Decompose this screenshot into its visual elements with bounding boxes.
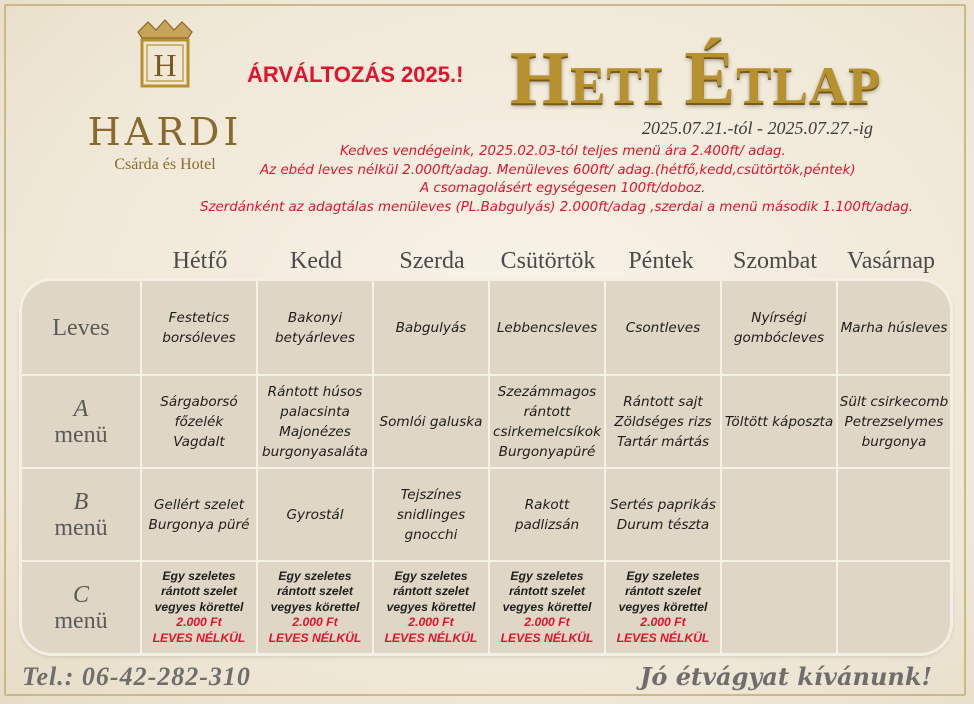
closing-text: Jó étvágyat kívánunk!	[640, 662, 933, 691]
hotel-logo	[60, 18, 270, 173]
date-range: 2025.07.21.-tól - 2025.07.27.-ig	[642, 118, 873, 138]
menu-cell	[720, 562, 836, 653]
menu-cell: Egy szeletes rántott szelet vegyes körettel 2.000 Ft LEVES NÉLKÜL	[256, 562, 372, 653]
logo-subtitle: Csárda és Hotel	[114, 156, 216, 173]
menu-cell: Rántott húsos palacsinta Majonézes burgonyasaláta	[256, 376, 372, 467]
notice-line: Szerdánként az adagtálas menüleves (PL.Babgulyás) 2.000ft/adag ,szerdai a menü második 1.100ft/adag.	[200, 199, 914, 215]
day-header: Szerda	[399, 248, 465, 274]
menu-cell: Sárgaborsó főzelék Vagdalt	[140, 376, 256, 467]
notice-text	[200, 143, 960, 217]
day-header: Szombat	[733, 248, 817, 274]
menu-cell: Sült csirkecomb Petrezselymes burgonya	[836, 376, 950, 467]
menu-cell	[836, 469, 950, 560]
row-label: Leves	[52, 314, 110, 341]
menu-cell: Egy szeletes rántott szelet vegyes körettel 2.000 Ft LEVES NÉLKÜL	[140, 562, 256, 653]
row-label: B menü	[54, 488, 108, 541]
menu-table	[22, 281, 950, 653]
table-row	[22, 281, 950, 374]
menu-cell: Egy szeletes rántott szelet vegyes körettel 2.000 Ft LEVES NÉLKÜL	[604, 562, 720, 653]
menu-cell: Rántott sajt Zöldséges rizs Tartár mártás	[604, 376, 720, 467]
menu-cell: Lebbencsleves	[488, 281, 604, 374]
row-label: C menü	[54, 581, 108, 634]
menu-cell: Rakott padlizsán	[488, 469, 604, 560]
logo-name: HARDI	[87, 110, 243, 154]
menu-cell: Gyrostál	[256, 469, 372, 560]
table-row	[22, 469, 950, 560]
notice-line: Az ebéd leves nélkül 2.000ft/adag. Menüleves 600ft/ adag.(hétfő,kedd,csütörtök,péntek)	[260, 162, 856, 178]
menu-cell: Nyírségi gombócleves	[720, 281, 836, 374]
notice-line: A csomagolásért egységesen 100ft/doboz.	[420, 181, 706, 196]
menu-cell: Tejszínes snidlinges gnocchi	[372, 469, 488, 560]
day-header: Csütörtök	[500, 248, 596, 274]
menu-cell: Babgulyás	[372, 281, 488, 374]
menu-cell: Bakonyi betyárleves	[256, 281, 372, 374]
menu-cell	[720, 469, 836, 560]
table-row	[22, 376, 950, 467]
day-header: Hétfő	[172, 248, 228, 274]
day-header: Kedd	[290, 248, 342, 274]
menu-cell: Somlói galuska	[372, 376, 488, 467]
day-header: Vasárnap	[847, 248, 935, 274]
menu-cell: Sertés paprikás Durum tészta	[604, 469, 720, 560]
menu-cell: Festetics borsóleves	[140, 281, 256, 374]
svg-text:H: H	[153, 47, 177, 83]
menu-cell: Csontleves	[604, 281, 720, 374]
page-title: Heti Étlap	[510, 36, 882, 120]
crown-crest-icon	[130, 18, 200, 90]
menu-cell: Egy szeletes rántott szelet vegyes körettel 2.000 Ft LEVES NÉLKÜL	[488, 562, 604, 653]
price-change-notice: ÁRVÁLTOZÁS 2025.!	[247, 62, 464, 87]
notice-line: Kedves vendégeink, 2025.02.03-tól teljes menü ára 2.400ft/ adag.	[340, 144, 786, 159]
menu-cell: Marha húsleves	[836, 281, 950, 374]
row-label: A menü	[54, 395, 108, 448]
phone-number: Tel.: 06-42-282-310	[22, 662, 251, 691]
day-header: Péntek	[628, 248, 694, 274]
table-row	[22, 562, 950, 653]
menu-cell: Szezámmagos rántott csirkemelcsíkok Burgonyapüré	[488, 376, 604, 467]
menu-cell: Egy szeletes rántott szelet vegyes körettel 2.000 Ft LEVES NÉLKÜL	[372, 562, 488, 653]
menu-cell	[836, 562, 950, 653]
menu-cell: Töltött káposzta	[720, 376, 836, 467]
menu-cell: Gellért szelet Burgonya püré	[140, 469, 256, 560]
